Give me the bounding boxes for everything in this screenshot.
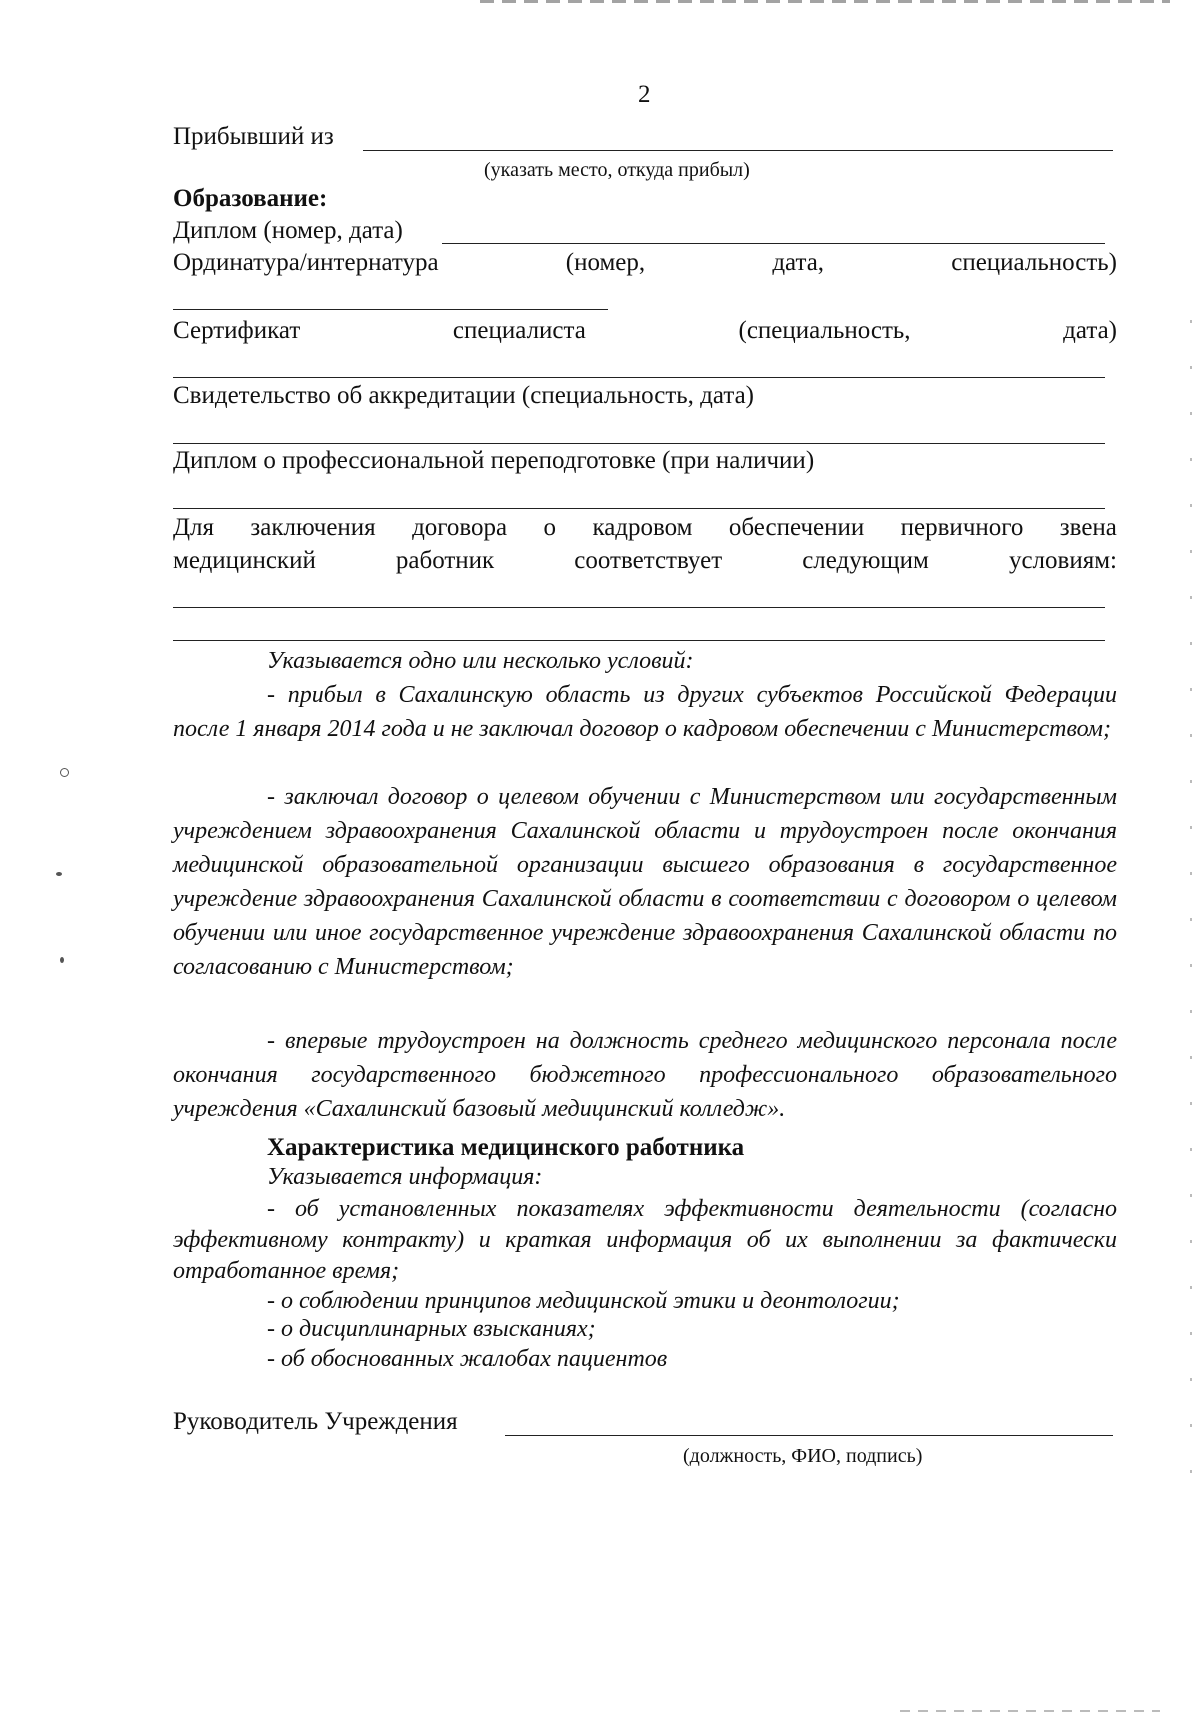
contract-word: работник bbox=[395, 547, 495, 574]
signature-line bbox=[505, 1435, 1113, 1436]
contract-word: Для bbox=[173, 514, 215, 541]
residency-row bbox=[173, 248, 1117, 278]
contract-word: звена bbox=[1059, 514, 1117, 541]
residency-word: специальность) bbox=[951, 249, 1117, 276]
contract-word: кадровом bbox=[592, 514, 693, 541]
contract-line-2 bbox=[173, 546, 1117, 576]
scan-bottom-edge bbox=[900, 1710, 1160, 1712]
residency-word: Ординатура/интернатура bbox=[173, 249, 439, 276]
conditions-item-3: - впервые трудоустроен на должность среднего медицинского персонала после окончания государственного бюджетного профессионального образовательного учреждения «Сахалинский базовый медицинский колледж». bbox=[173, 1028, 1117, 1122]
signature-label: Руководитель Учреждения bbox=[173, 1408, 458, 1435]
diploma-line bbox=[442, 243, 1105, 244]
characteristics-intro: Указывается информация: bbox=[267, 1164, 543, 1190]
certificate-word: Сертификат bbox=[173, 317, 301, 344]
contract-word: следующим bbox=[802, 547, 929, 574]
arrived-from-hint: (указать место, откуда прибыл) bbox=[484, 159, 750, 181]
signature-hint: (должность, ФИО, подпись) bbox=[683, 1445, 923, 1467]
diploma-label: Диплом (номер, дата) bbox=[173, 217, 403, 244]
conditions-item-1: - прибыл в Сахалинскую область из других субъектов Российской Федерации после 1 января 2014 года и не заключал договор о кадровом обеспечении с Министерством; bbox=[173, 682, 1117, 742]
characteristics-item-2: - о соблюдении принципов медицинской этики и деонтологии; bbox=[267, 1288, 900, 1314]
residency-word: (номер, bbox=[565, 249, 646, 276]
scan-speck bbox=[56, 872, 62, 876]
contract-word: договора bbox=[412, 514, 508, 541]
residency-line bbox=[173, 309, 608, 310]
contract-line-blank-1 bbox=[173, 607, 1105, 608]
retraining-line bbox=[173, 508, 1105, 509]
characteristics-heading: Характеристика медицинского работника bbox=[267, 1134, 745, 1161]
retraining-label: Диплом о профессиональной переподготовке (при наличии) bbox=[173, 447, 815, 474]
characteristics-item-3: - о дисциплинарных взысканиях; bbox=[267, 1316, 596, 1342]
residency-word: дата, bbox=[772, 249, 825, 276]
conditions-intro: Указывается одно или несколько условий: bbox=[267, 648, 694, 674]
scan-speck bbox=[60, 957, 64, 963]
certificate-word: специалиста bbox=[452, 317, 586, 344]
contract-line-1 bbox=[173, 513, 1117, 543]
arrived-from-line bbox=[363, 150, 1113, 151]
certificate-word: (специальность, bbox=[738, 317, 911, 344]
scan-edge-marks bbox=[1190, 320, 1192, 1500]
contract-word: соответствует bbox=[574, 547, 723, 574]
page-number: 2 bbox=[638, 81, 651, 108]
contract-word: медицинский bbox=[173, 547, 316, 574]
contract-word: первичного bbox=[900, 514, 1024, 541]
characteristics-item-1: - об установленных показателях эффективности деятельности (согласно эффективному контракту) и краткая информация об их выполнении за фактически отработанное время; bbox=[173, 1196, 1117, 1284]
contract-word: обеспечении bbox=[728, 514, 865, 541]
contract-line-blank-2 bbox=[173, 640, 1105, 641]
certificate-line bbox=[173, 377, 1105, 378]
scan-speck bbox=[60, 768, 69, 777]
accreditation-line bbox=[173, 443, 1105, 444]
education-heading: Образование: bbox=[173, 185, 328, 212]
accreditation-label: Свидетельство об аккредитации (специальность, дата) bbox=[173, 382, 755, 409]
scan-top-edge bbox=[480, 0, 1170, 3]
arrived-from-label: Прибывший из bbox=[173, 123, 334, 150]
certificate-row bbox=[173, 316, 1117, 346]
contract-word: о bbox=[543, 514, 557, 541]
characteristics-item-4: - об обоснованных жалобах пациентов bbox=[267, 1346, 668, 1372]
certificate-word: дата) bbox=[1063, 317, 1117, 344]
contract-word: условиям: bbox=[1008, 547, 1117, 574]
contract-word: заключения bbox=[250, 514, 376, 541]
conditions-item-2: - заключал договор о целевом обучении с Министерством или государственным учреждением здравоохранения Сахалинской области и трудоустроен после окончания медицинской образовательной организации высшего образования в государственное учреждение здравоохранения Сахалинской области в соответствии с договором о целевом обучении или иное государственное учреждение здравоохранения Сахалинской области по согласованию с Министерством; bbox=[173, 784, 1117, 980]
